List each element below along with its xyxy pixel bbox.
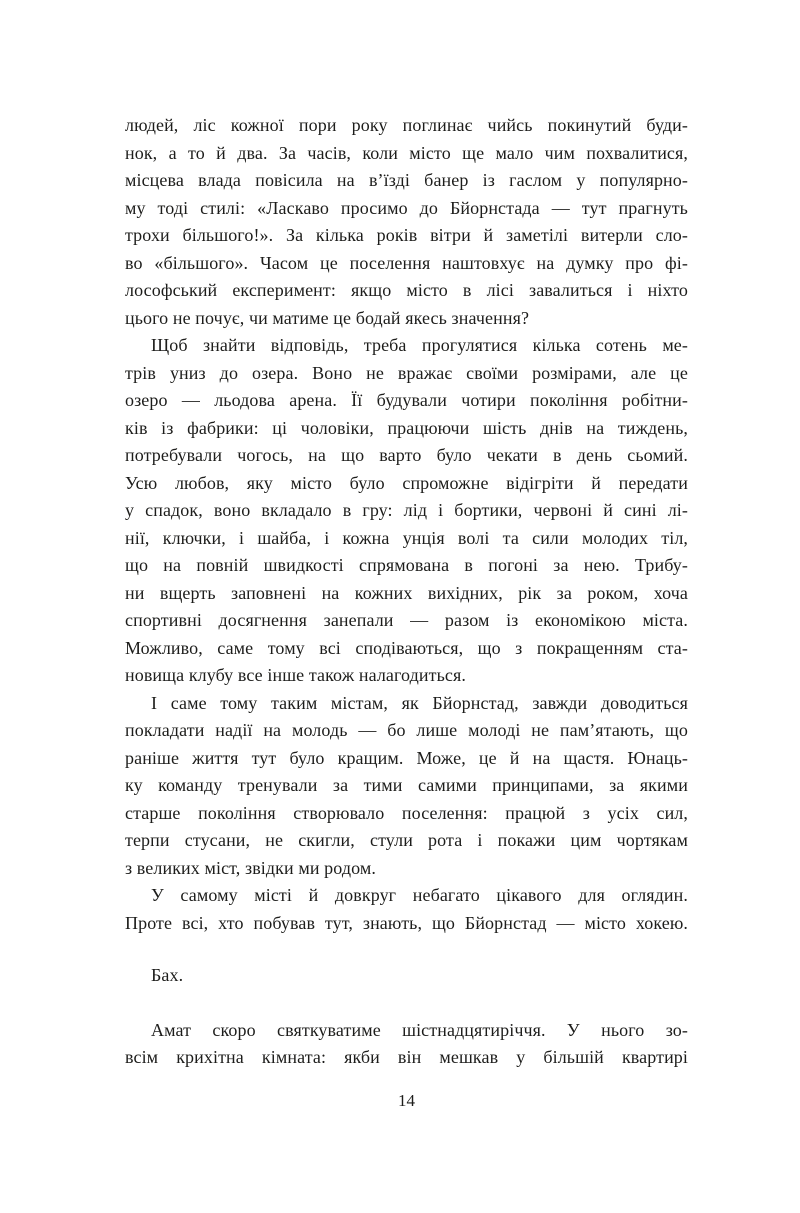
- text-line: ків із фабрики: ці чоловіки, працюючи шість днів на тиждень,: [125, 417, 688, 438]
- text-line: старше покоління створювало поселення: працюй з усіх сил,: [125, 802, 688, 823]
- paragraph: [125, 112, 688, 332]
- text-line: Усю любов, яку місто було спроможне відігріти й передати: [125, 472, 688, 493]
- text-line: з великих міст, звідки ми родом.: [125, 857, 376, 878]
- paragraph: [125, 690, 688, 883]
- page-text: [125, 112, 688, 1072]
- text-line: во «більшого». Часом це поселення наштовхує на думку про фі-: [125, 252, 688, 273]
- text-line: лософський експеримент: якщо місто в лісі завалиться і ніхто: [125, 280, 688, 300]
- text-line: що на повній швидкості спрямована в погоні за нею. Трибу-: [125, 555, 688, 575]
- text-line: потребували чогось, на що варто було чекати в день сьомий.: [125, 445, 688, 465]
- text-line: Можливо, саме тому всі сподіваються, що з покращенням ста-: [125, 637, 688, 658]
- text-line: місцева влада повісила на в’їзді банер із гаслом у популярно-: [125, 170, 688, 190]
- text-line: Бах.: [151, 965, 184, 985]
- text-line: Амат скоро святкуватиме шістнадцятиріччя. У нього зо-: [151, 1019, 688, 1040]
- text-line: раніше життя тут було кращим. Може, це й на щастя. Юнаць-: [125, 747, 688, 768]
- text-line: спортивні досягнення занепали — разом із економікою міста.: [125, 610, 688, 630]
- text-line: людей, ліс кожної пори року поглинає чийсь покинутий буди-: [125, 115, 688, 135]
- text-line: ни вщерть заповнені на кожних вихідних, рік за роком, хоча: [125, 582, 688, 603]
- text-line: у спадок, воно вкладало в гру: лід і бортики, червоні й сині лі-: [125, 500, 688, 520]
- text-line: Щоб знайти відповідь, треба прогулятися кілька сотень ме-: [151, 335, 688, 355]
- text-line: трохи більшого!». За кілька років вітри й заметілі витерли сло-: [125, 225, 688, 245]
- text-line: му тоді стилі: «Ласкаво просимо до Бйорнстада — тут прагнуть: [125, 197, 688, 218]
- paragraph: [125, 1017, 688, 1072]
- text-line: нок, а то й два. За часів, коли місто ще мало чим похвалитися,: [125, 142, 688, 163]
- page-number: 14: [398, 1091, 415, 1110]
- text-line: нії, ключки, і шайба, і кожна унція волі та сили молодих тіл,: [125, 527, 688, 548]
- text-line: новища клубу все інше також налагодиться.: [125, 665, 466, 685]
- paragraph: [125, 332, 688, 690]
- text-line: цього не почує, чи матиме це бодай якесь значення?: [125, 307, 530, 328]
- text-line: озеро — льодова арена. Її будували чотири покоління робітни-: [125, 390, 688, 410]
- text-line: Проте всі, хто побував тут, знають, що Бйорнстад — місто хокею.: [125, 912, 688, 933]
- text-line: ку команду тренували за тими самими принципами, за якими: [125, 775, 688, 795]
- text-line: У самому місті й довкруг небагато цікавого для оглядин.: [151, 885, 688, 905]
- text-line: всім крихітна кімната: якби він мешкав у більшій квартирі: [125, 1047, 688, 1067]
- text-line: терпи стусани, не скигли, стули рота і покажи цим чортякам: [125, 830, 688, 850]
- text-line: трів униз до озера. Воно не вражає своїми розмірами, але це: [125, 362, 688, 383]
- section-break-paragraph: [125, 962, 688, 990]
- paragraph: [125, 882, 688, 937]
- text-line: покладати надії на молодь — бо лише молоді не пам’ятають, що: [125, 720, 688, 740]
- text-line: І саме тому таким містам, як Бйорнстад, завжди доводиться: [151, 692, 688, 713]
